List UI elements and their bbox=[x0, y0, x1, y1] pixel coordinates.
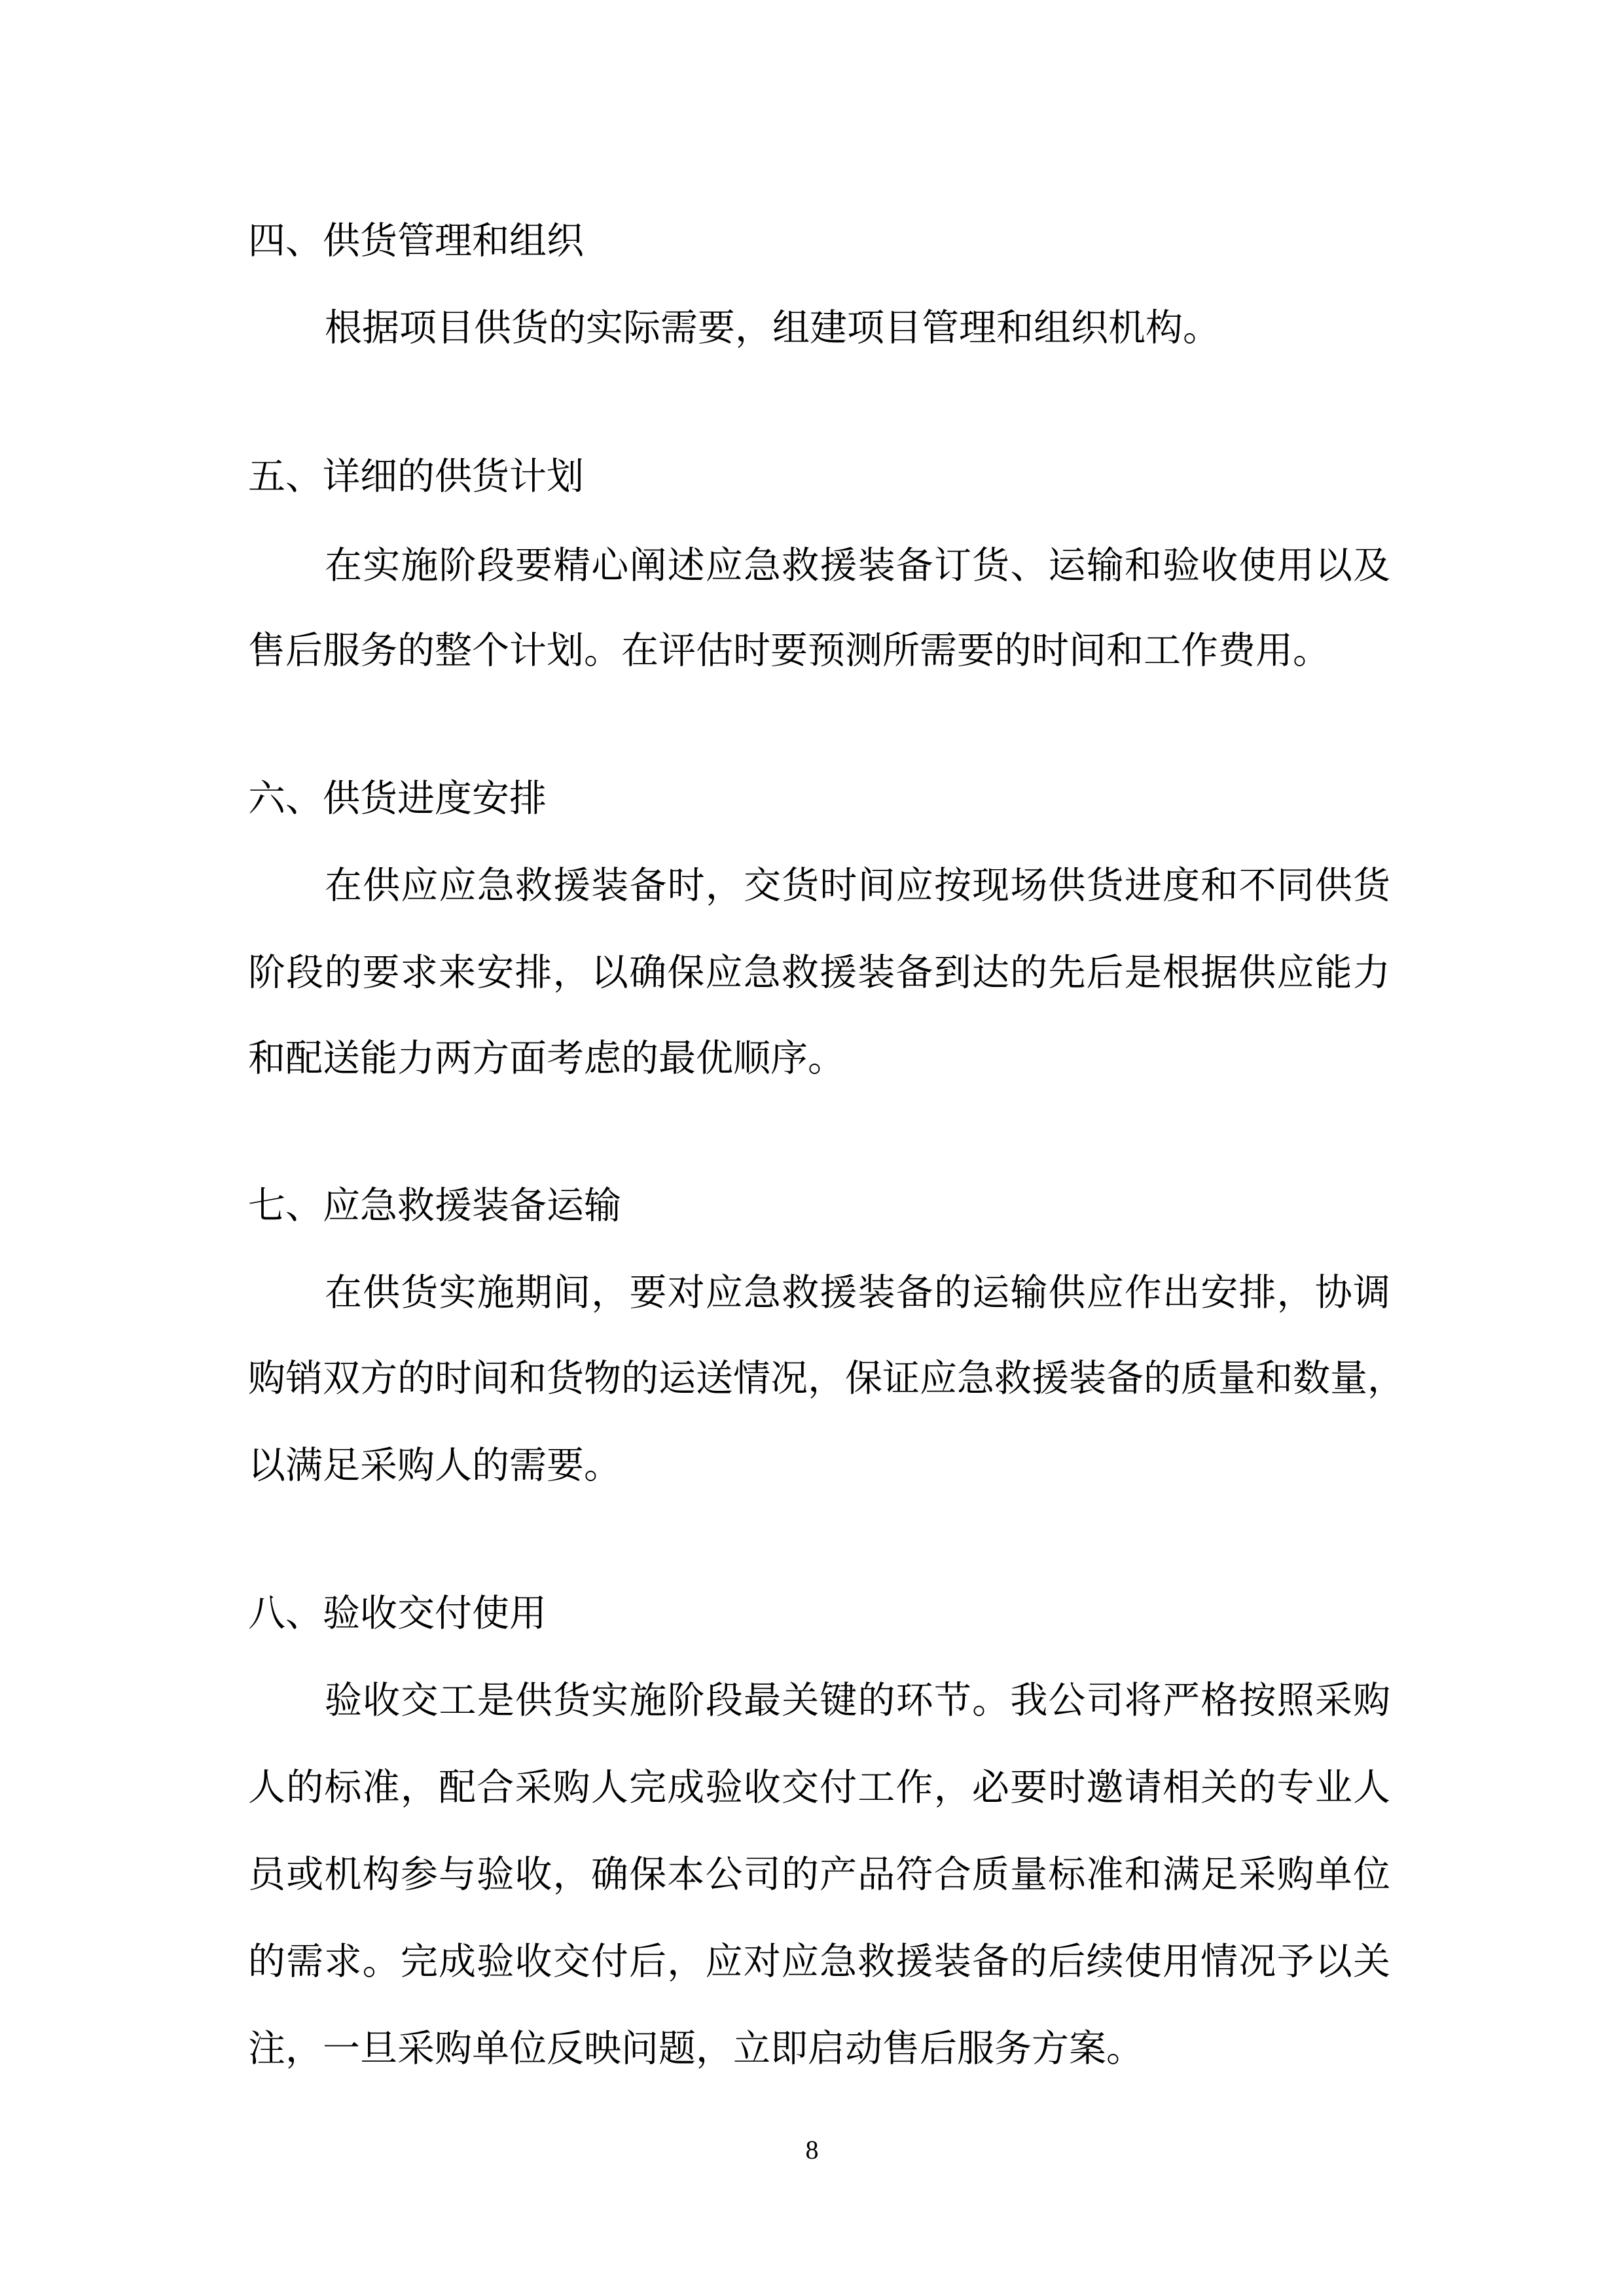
paragraph-line: 和配送能力两方面考虑的最优顺序。 bbox=[248, 1037, 845, 1080]
section-heading: 五、详细的供货计划 bbox=[248, 455, 584, 498]
section-heading: 八、验收交付使用 bbox=[248, 1592, 547, 1635]
paragraph-line: 在供货实施期间，要对应急救援装备的运输供应作出安排，协调 bbox=[325, 1271, 1390, 1314]
paragraph-line: 阶段的要求来安排，以确保应急救援装备到达的先后是根据供应能力 bbox=[248, 951, 1390, 994]
page-number: 8 bbox=[805, 2135, 819, 2164]
paragraph-line: 验收交工是供货实施阶段最关键的环节。我公司将严格按照采购 bbox=[325, 1679, 1390, 1722]
paragraph-line: 以满足采购人的需要。 bbox=[248, 1444, 621, 1487]
paragraph-line: 在实施阶段要精心阐述应急救援装备订货、运输和验收使用以及 bbox=[325, 544, 1390, 587]
section-heading: 七、应急救援装备运输 bbox=[248, 1184, 621, 1227]
paragraph-line: 售后服务的整个计划。在评估时要预测所需要的时间和工作费用。 bbox=[248, 629, 1330, 672]
section-heading: 六、供货进度安排 bbox=[248, 777, 547, 820]
paragraph-line: 在供应应急救援装备时，交货时间应按现场供货进度和不同供货 bbox=[325, 864, 1390, 907]
paragraph-line: 员或机构参与验收，确保本公司的产品符合质量标准和满足采购单位 bbox=[248, 1853, 1390, 1896]
paragraph-line: 的需求。完成验收交付后，应对应急救援装备的后续使用情况予以关 bbox=[248, 1940, 1390, 1983]
paragraph-line: 根据项目供货的实际需要，组建项目管理和组织机构。 bbox=[325, 306, 1220, 350]
section-heading: 四、供货管理和组织 bbox=[248, 219, 584, 262]
paragraph-line: 注，一旦采购单位反映问题，立即启动售后服务方案。 bbox=[248, 2027, 1144, 2070]
paragraph-line: 购销双方的时间和货物的运送情况，保证应急救援装备的质量和数量， bbox=[248, 1357, 1405, 1400]
paragraph-line: 人的标准，配合采购人完成验收交付工作，必要时邀请相关的专业人 bbox=[248, 1766, 1390, 1809]
